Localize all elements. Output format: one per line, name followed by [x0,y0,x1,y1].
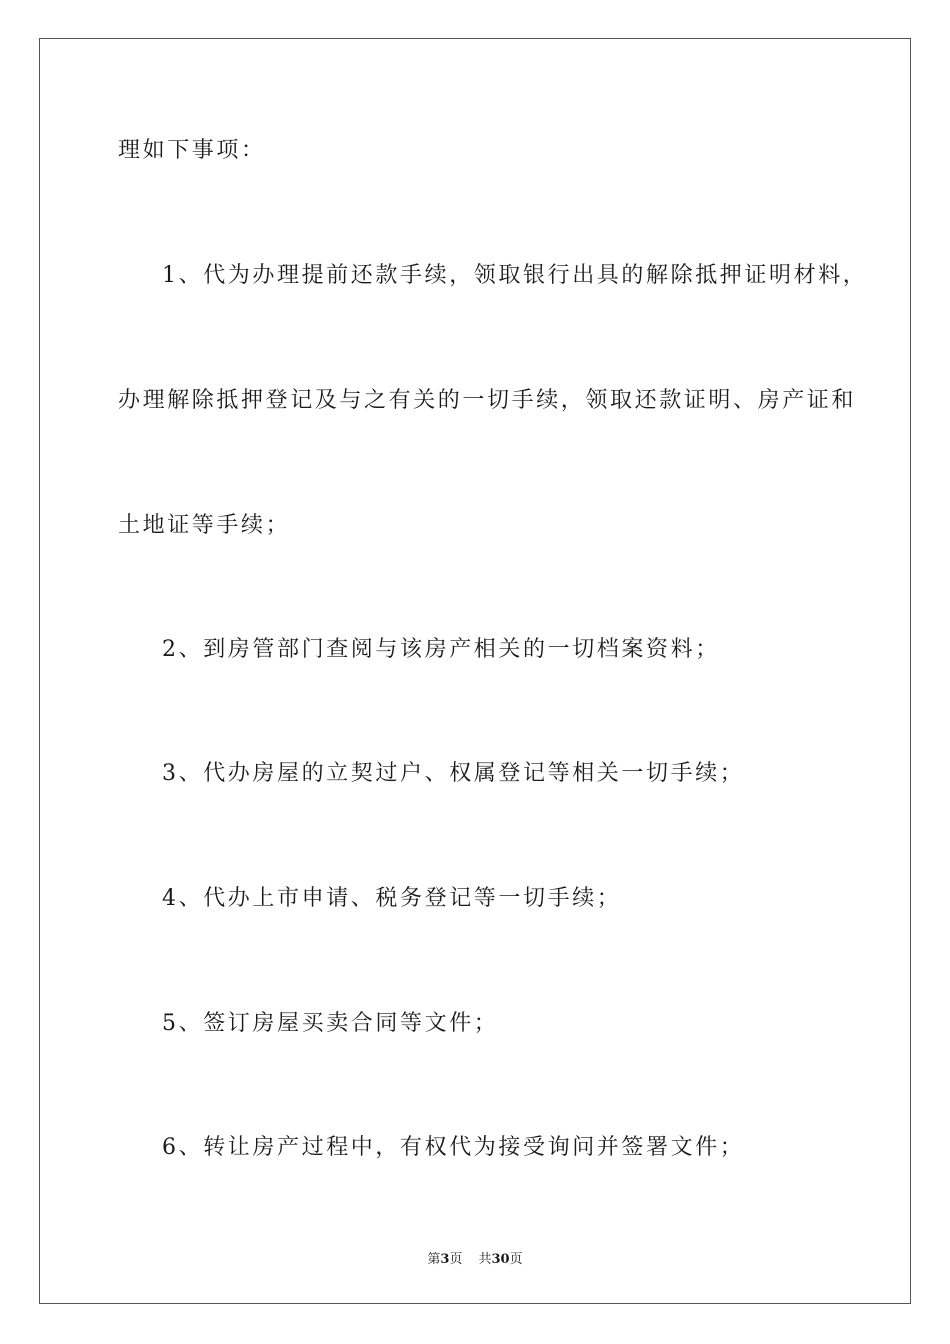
page-prefix: 第 [427,1252,441,1267]
total-pages: 30 [491,1252,510,1267]
text-line-6: 3、代办房屋的立契过户、权属登记等相关一切手续； [162,761,745,786]
text-line-8: 5、签订房屋买卖合同等文件； [162,1011,499,1036]
text-line-4: 土地证等手续； [118,513,291,538]
total-prefix: 共 [478,1252,492,1267]
page-footer [0,1248,950,1267]
text-line-7: 4、代办上市申请、税务登记等一切手续； [162,886,622,911]
page-number: 3 [440,1252,450,1267]
text-line-3: 办理解除抵押登记及与之有关的一切手续，领取还款证明、房产证和 [118,388,857,413]
text-line-2: 1、代为办理提前还款手续，领取银行出具的解除抵押证明材料， [162,263,868,288]
text-line-5: 2、到房管部门查阅与该房产相关的一切档案资料； [162,637,720,662]
page-border [39,38,911,1304]
page-suffix: 页 [449,1252,463,1267]
text-line-1: 理如下事项： [118,138,266,163]
text-line-9: 6、转让房产过程中，有权代为接受询问并签署文件； [162,1135,745,1160]
total-suffix: 页 [509,1252,523,1267]
